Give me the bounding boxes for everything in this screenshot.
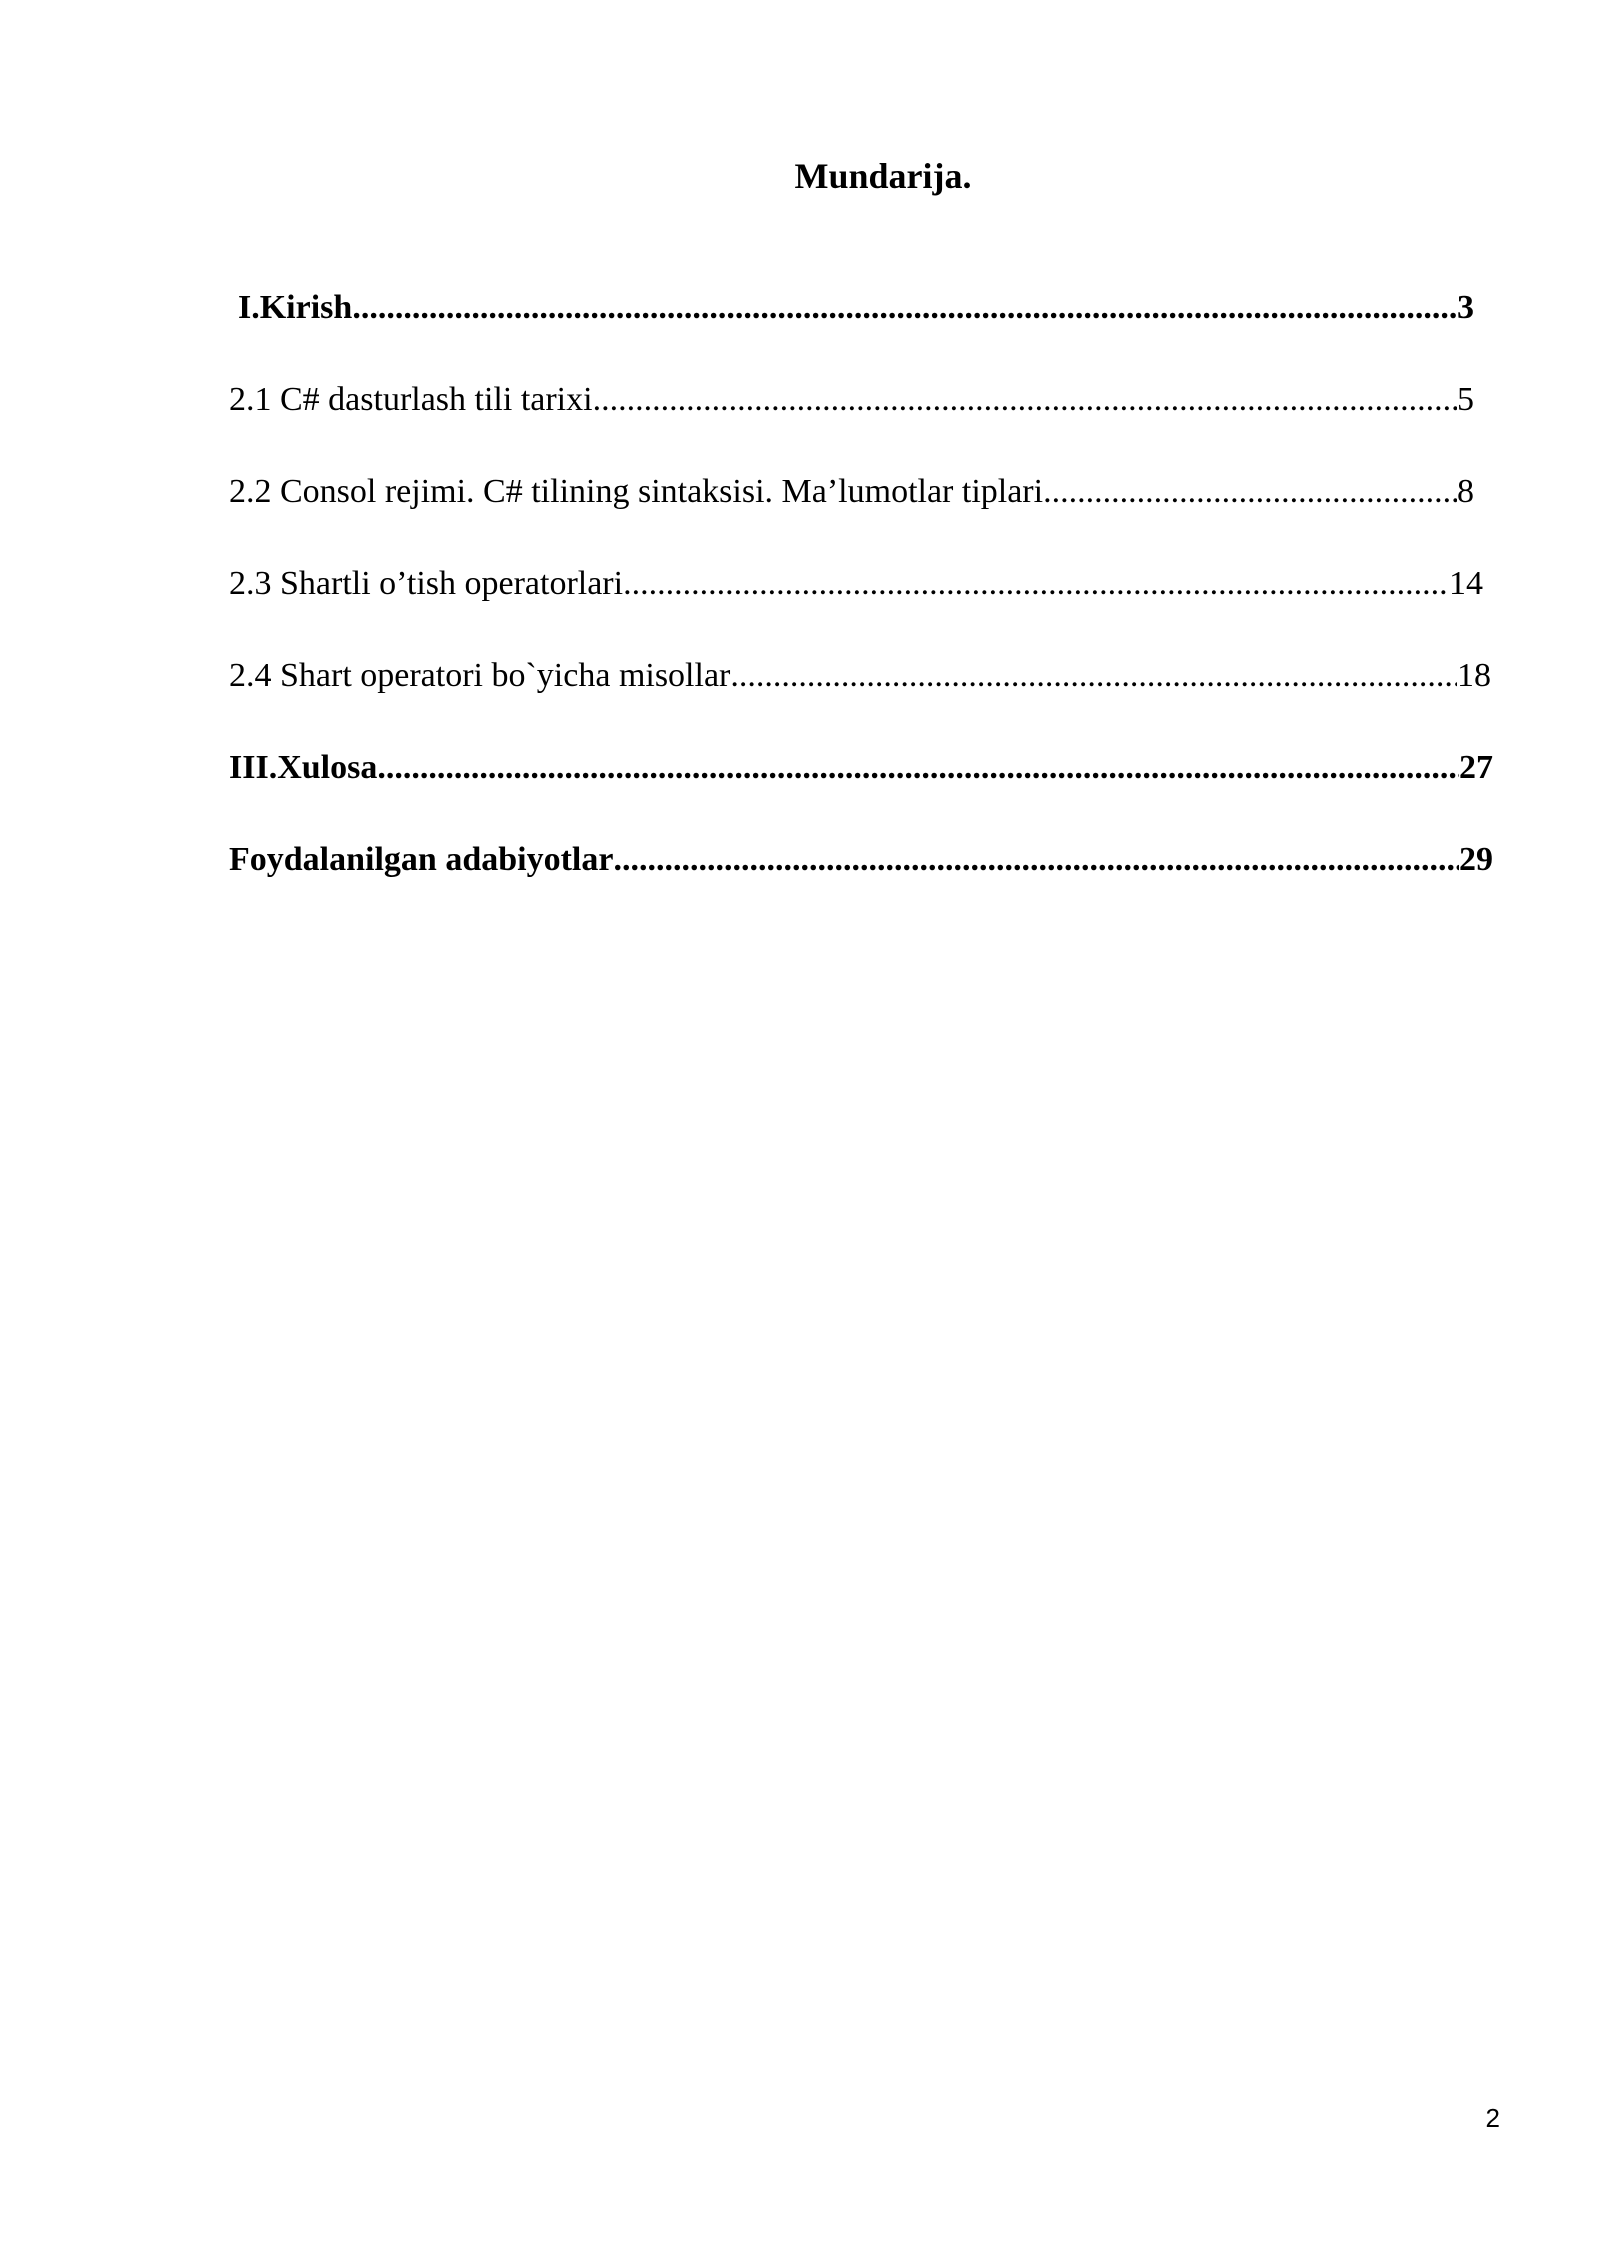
toc-entry-section-2-1[interactable] [229,376,1474,424]
toc-dot-leader [730,652,1457,700]
toc-entry-page: 29 [1459,841,1493,878]
page-number: 2 [1485,2103,1500,2133]
toc-dot-leader [613,836,1459,884]
toc-entry-label: I.Kirish [238,289,353,326]
toc-entry-label: Foydalanilgan adabiyotlar [229,841,614,878]
toc-entry-section-2-4[interactable] [229,652,1491,700]
toc-entry-label: III.Xulosa [229,749,378,786]
toc-entry-label: 2.2 Consol rejimi. C# tilining sintaksisi. Ma’lumotlar tiplari [229,473,1044,510]
toc-dot-leader [352,284,1457,332]
toc-entry-section-2-2[interactable] [229,468,1474,516]
toc-dot-leader [623,560,1449,608]
toc-entry-page: 5 [1457,381,1474,418]
toc-entry-conclusion[interactable] [229,744,1493,792]
toc-entry-label: 2.1 C# dasturlash tili tarixi [229,381,593,418]
toc-entry-label: 2.4 Shart operatori bo`yicha misollar [229,657,731,694]
toc-entry-section-2-3[interactable] [229,560,1483,608]
toc-dot-leader [377,744,1459,792]
page-title: Mundarija. [794,156,972,196]
toc-dot-leader [593,376,1457,424]
toc-entry-page: 27 [1459,749,1493,786]
toc-dot-leader [1043,468,1457,516]
toc-entry-page: 3 [1457,289,1474,326]
toc-entry-page: 14 [1449,565,1483,602]
toc-entry-page: 18 [1457,657,1491,694]
toc-entry-page: 8 [1457,473,1474,510]
toc-entry-introduction[interactable] [238,284,1474,332]
toc-entry-label: 2.3 Shartli o’tish operatorlari [229,565,624,602]
toc-entry-references[interactable] [229,836,1493,884]
